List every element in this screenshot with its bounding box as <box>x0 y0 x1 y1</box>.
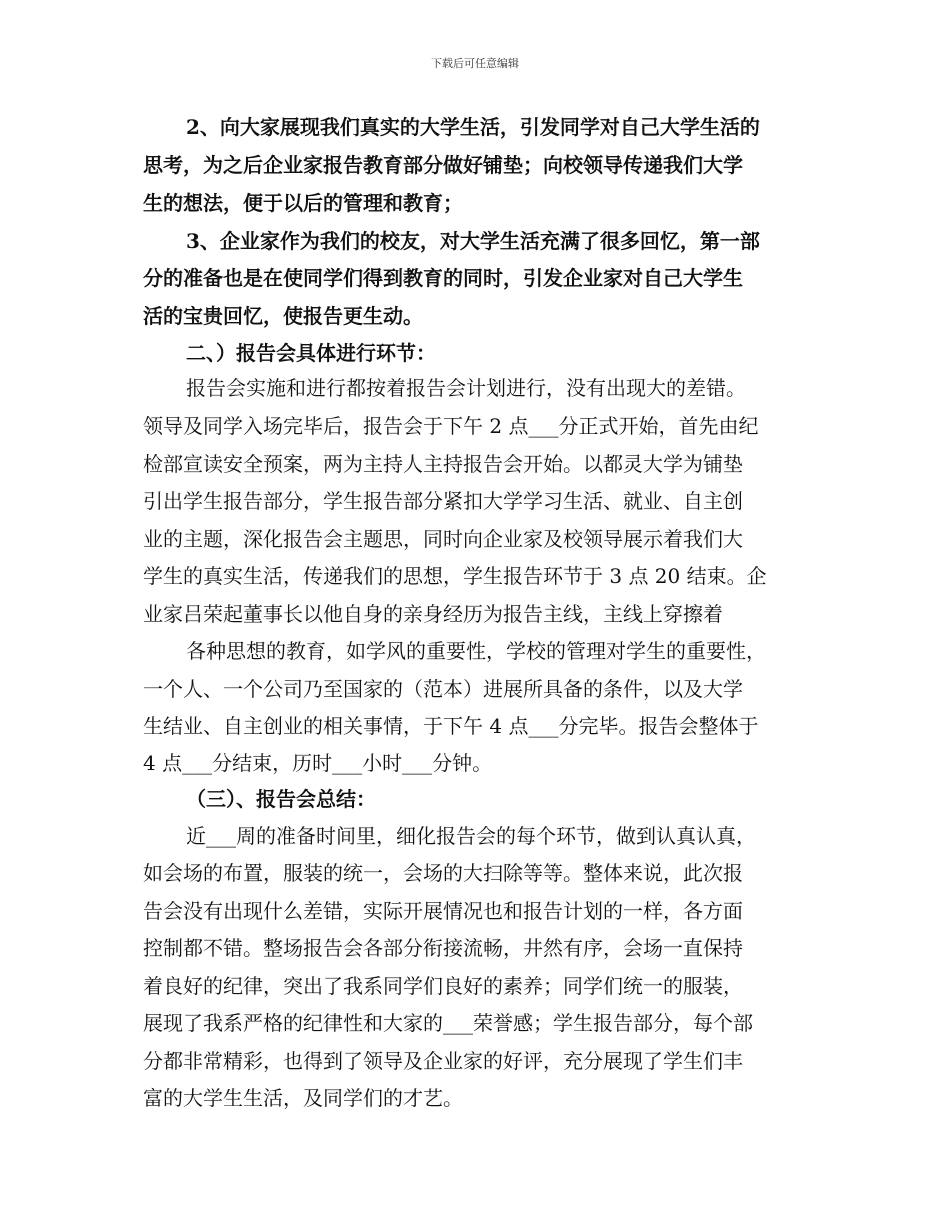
page-header: 下载后可任意编辑 <box>431 57 519 70</box>
section-heading: 二、）报告会具体进行环节： <box>186 341 436 365</box>
section-heading: （三）、报告会总结： <box>186 787 376 811</box>
paragraph-line: 4 点___分结束，历时___小时___分钟。 <box>143 751 493 775</box>
paragraph-line: 近___周的准备时间里，细化报告会的每个环节，做到认真认真， <box>186 824 756 848</box>
paragraph-line: 着良好的纪律，突出了我系同学们良好的素养；同学们统一的服装， <box>143 974 743 998</box>
paragraph-line: 思考，为之后企业家报告教育部分做好铺垫；向校领导传递我们大学 <box>143 153 743 177</box>
paragraph-line: 各种思想的教育，如学风的重要性，学校的管理对学生的重要性， <box>186 639 766 663</box>
paragraph-line: 告会没有出现什么差错，实际开展情况也和报告计划的一样，各方面 <box>143 899 743 923</box>
paragraph-line: 控制都不错。整场报告会各部分衔接流畅，井然有序，会场一直保持 <box>143 936 743 960</box>
paragraph-line: 2、向大家展现我们真实的大学生活，引发同学对自己大学生活的 <box>186 115 760 139</box>
paragraph-line: 富的大学生生活，及同学们的才艺。 <box>143 1086 463 1110</box>
paragraph-line: 领导及同学入场完毕后，报告会于下午 2 点___分正式开始，首先由纪 <box>143 414 759 438</box>
paragraph-line: 活的宝贵回忆，使报告更生动。 <box>143 304 423 328</box>
paragraph-line: 业的主题，深化报告会主题思，同时向企业家及校领导展示着我们大 <box>143 527 743 551</box>
paragraph-line: 引出学生报告部分，学生报告部分紧扣大学学习生活、就业、自主创 <box>143 489 743 513</box>
paragraph-line: 业家吕荣起董事长以他自身的亲身经历为报告主线，主线上穿擦着 <box>143 602 723 626</box>
paragraph-line: 学生的真实生活，传递我们的思想，学生报告环节于 3 点 20 结束。企 <box>143 564 767 588</box>
paragraph-line: 生结业、自主创业的相关事情，于下午 4 点___分完毕。报告会整体于 <box>143 714 759 738</box>
paragraph-line: 分的准备也是在使同学们得到教育的同时，引发企业家对自己大学生 <box>143 266 743 290</box>
paragraph-line: 分都非常精彩，也得到了领导及企业家的好评，充分展现了学生们丰 <box>143 1049 743 1073</box>
paragraph-line: 如会场的布置，服装的统一，会场的大扫除等等。整体来说，此次报 <box>143 861 743 885</box>
paragraph-line: 检部宣读安全预案，两为主持人主持报告会开始。以都灵大学为铺垫 <box>143 452 743 476</box>
paragraph-line: 报告会实施和进行都按着报告会计划进行，没有出现大的差错。 <box>186 376 746 400</box>
paragraph-line: 生的想法，便于以后的管理和教育； <box>143 191 463 215</box>
paragraph-line: 一个人、一个公司乃至国家的（范本）进展所具备的条件，以及大学 <box>143 677 743 701</box>
paragraph-line: 展现了我系严格的纪律性和大家的___荣誉感；学生报告部分，每个部 <box>143 1011 753 1035</box>
paragraph-line: 3、企业家作为我们的校友，对大学生活充满了很多回忆，第一部 <box>186 229 760 253</box>
